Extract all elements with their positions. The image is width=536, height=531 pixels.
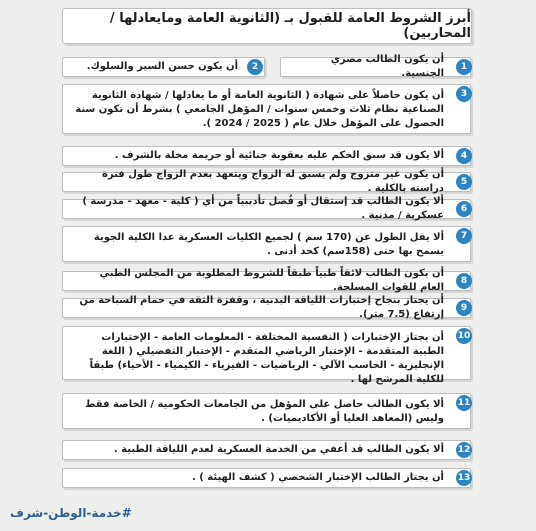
hashtag[interactable]: #خدمة-الوطن-شرف bbox=[10, 506, 132, 520]
item-text: أن يكون حسن السير والسلوك. bbox=[86, 61, 238, 72]
list-item bbox=[62, 393, 471, 429]
item-text: ألا يكون الطالب حاصل على المؤهل من الجامعات الحكومية / الخاصة فقط وليس (المعاهد العليا أو الأكاديميات) . bbox=[85, 399, 444, 424]
list-item bbox=[62, 84, 471, 134]
item-number-badge: 10 bbox=[456, 328, 472, 344]
item-number-badge: 3 bbox=[456, 86, 472, 102]
item-text: أن يكون الطالب لائقاً طبياً طبقاً للشروط المطلوبة من المجلس الطبي العام للقوات المسلحة. bbox=[99, 268, 444, 293]
list-item bbox=[62, 169, 471, 194]
item-text: أن يجتاز الإختبارات ( النفسية المختلفة - المعلومات العامة - الإختبارات الطبية المتقدمة - الإختبار الرياضي المتقدم - الإختبار التفضيلي ( اللغة الإنجليزية - الحاسب الآلي - الرياضيات - الفيزياء - الكيمياء - الأحياء) طبقاً للكلية المرشح لها . bbox=[89, 332, 444, 385]
item-number-badge: 6 bbox=[456, 201, 472, 217]
item-text: ألا يقل الطول عن (170 سم ) لجميع الكليات العسكرية عدا الكلية الجوية يسمح بها حتى (158سم) كحد أدنى . bbox=[93, 232, 444, 257]
list-item bbox=[280, 54, 471, 79]
item-number-badge: 8 bbox=[456, 273, 472, 289]
list-item bbox=[62, 196, 471, 221]
item-text: أن يكون حاصلاً على شهادة ( الثانوية العامة أو ما يعادلها / شهادة الثانوية الصناعية نظام ثلاث وخمس سنوات / المؤهل الجامعي ) بشرط أن تكون سنة الحصول على المؤهل خلال عام ( 2025 / 2024 ). bbox=[75, 90, 444, 129]
item-number-badge: 5 bbox=[456, 174, 472, 190]
list-item bbox=[62, 440, 471, 460]
item-text: ألا يكون الطالب قد إستقال أو فُصل تأديبياً من أي ( كلية - معهد - مدرسة ) عسكرية / مدنية . bbox=[82, 196, 444, 221]
list-item bbox=[62, 57, 265, 77]
item-number-badge: 9 bbox=[456, 300, 472, 316]
item-text: أن يكون الطالب مصري الجنسية. bbox=[330, 54, 444, 79]
item-number-badge: 7 bbox=[456, 228, 472, 244]
list-item bbox=[62, 146, 471, 166]
item-number-badge: 12 bbox=[456, 442, 472, 458]
item-number-badge: 1 bbox=[456, 59, 472, 75]
item-number-badge: 13 bbox=[456, 470, 472, 486]
item-text: أن يجتاز بنجاح إختبارات اللياقة البدنية ، وقفزة الثقة في حمام السباحة من إرتفاع (7.5 متر). bbox=[79, 295, 444, 320]
page-title: أبرز الشروط العامة للقبول بـ (الثانوية العامة ومايعادلها / المحاربين) bbox=[62, 8, 472, 44]
item-number-badge: 11 bbox=[456, 395, 472, 411]
item-text: ألا يكون الطالب قد أعفي من الخدمة العسكرية لعدم اللياقة الطبية . bbox=[113, 444, 444, 455]
list-item bbox=[62, 295, 471, 320]
item-text: ألا يكون قد سبق الحكم عليه بعقوبة جنائية أو جريمة مخلة بالشرف . bbox=[114, 150, 444, 161]
list-item bbox=[62, 226, 471, 262]
list-item bbox=[62, 268, 471, 293]
item-number-badge: 2 bbox=[247, 59, 263, 75]
item-text: أن يكون غير متزوج ولم يسبق له الزواج ويتعهد بعدم الزواج طول فترة دراسته بالكلية . bbox=[101, 169, 444, 194]
item-number-badge: 4 bbox=[456, 148, 472, 164]
item-text: أن يجتاز الطالب الإختبار الشخصي ( كشف الهيئة ) . bbox=[191, 472, 444, 483]
list-item bbox=[62, 468, 471, 488]
list-item bbox=[62, 326, 471, 385]
